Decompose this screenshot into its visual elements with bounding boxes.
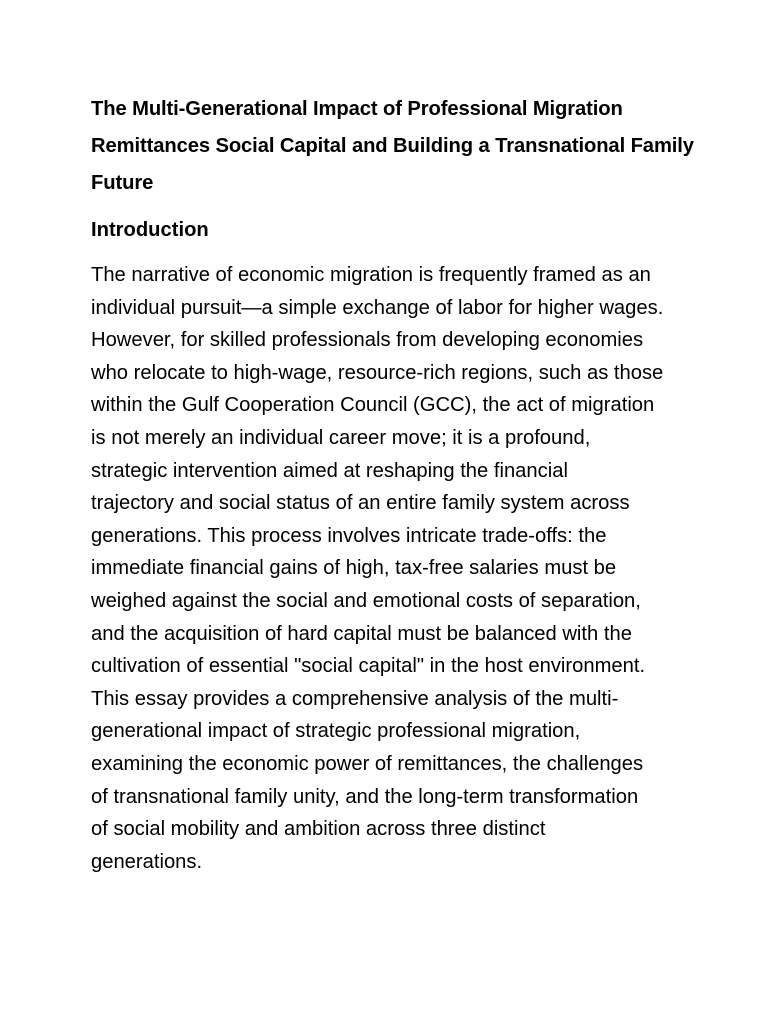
paragraph-line: However, for skilled professionals from developing economies bbox=[91, 329, 644, 352]
paragraph-line: strategic intervention aimed at reshaping the financial bbox=[91, 459, 568, 482]
introduction-paragraph bbox=[91, 259, 691, 878]
section-heading-introduction: Introduction bbox=[91, 219, 209, 241]
paragraph-line: of social mobility and ambition across three distinct bbox=[91, 818, 546, 841]
paragraph-line: immediate financial gains of high, tax-free salaries must be bbox=[91, 557, 617, 580]
paragraph-line: This essay provides a comprehensive analysis of the multi- bbox=[91, 687, 619, 710]
document-title bbox=[91, 91, 694, 202]
document-page bbox=[91, 91, 694, 878]
paragraph-line: generations. This process involves intricate trade-offs: the bbox=[91, 524, 607, 547]
paragraph-line: The narrative of economic migration is frequently framed as an bbox=[91, 264, 651, 286]
paragraph-line: generations. bbox=[91, 850, 203, 873]
paragraph-line: trajectory and social status of an entire family system across bbox=[91, 492, 630, 515]
paragraph-line: and the acquisition of hard capital must be balanced with the bbox=[91, 622, 632, 645]
paragraph-line: examining the economic power of remittances, the challenges bbox=[91, 752, 644, 775]
paragraph-line: within the Gulf Cooperation Council (GCC), the act of migration bbox=[91, 394, 655, 417]
paragraph-line: of transnational family unity, and the long-term transformation bbox=[91, 785, 639, 808]
title-line: Remittances Social Capital and Building a Transnational Family bbox=[91, 135, 694, 157]
paragraph-line: generational impact of strategic professional migration, bbox=[91, 720, 581, 743]
paragraph-line: individual pursuit—a simple exchange of labor for higher wages. bbox=[91, 296, 664, 319]
title-line: The Multi-Generational Impact of Professional Migration bbox=[91, 98, 623, 120]
paragraph-line: weighed against the social and emotional costs of separation, bbox=[91, 589, 641, 612]
paragraph-line: cultivation of essential "social capital" in the host environment. bbox=[91, 655, 646, 678]
title-line: Future bbox=[91, 172, 154, 194]
paragraph-line: who relocate to high-wage, resource-rich regions, such as those bbox=[91, 361, 664, 384]
paragraph-line: is not merely an individual career move; it is a profound, bbox=[91, 426, 591, 449]
